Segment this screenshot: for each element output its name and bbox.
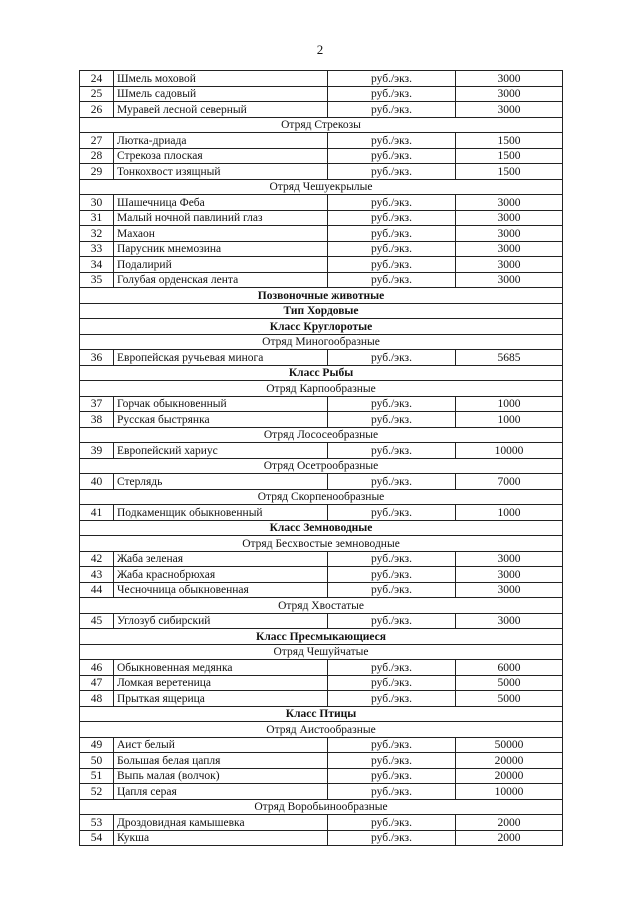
taxon-header: Класс Пресмыкающиеся <box>80 629 563 645</box>
species-name: Европейский хариус <box>114 443 328 459</box>
order-header-row <box>80 489 563 505</box>
table-row <box>80 272 563 288</box>
row-number: 52 <box>80 784 114 800</box>
price-cell: 3000 <box>456 582 563 598</box>
unit-cell: руб./экз. <box>328 551 456 567</box>
taxon-header: Позвоночные животные <box>80 288 563 304</box>
price-cell: 3000 <box>456 551 563 567</box>
species-name: Цапля серая <box>114 784 328 800</box>
species-price-table <box>79 70 563 846</box>
price-cell: 3000 <box>456 272 563 288</box>
order-header: Отряд Скорпенообразные <box>80 489 563 505</box>
row-number: 47 <box>80 675 114 691</box>
price-cell: 10000 <box>456 784 563 800</box>
row-number: 45 <box>80 613 114 629</box>
price-cell: 3000 <box>456 567 563 583</box>
row-number: 28 <box>80 148 114 164</box>
price-cell: 3000 <box>456 102 563 118</box>
table-row <box>80 443 563 459</box>
species-name: Европейская ручьевая минога <box>114 350 328 366</box>
order-header: Отряд Чешуекрылые <box>80 179 563 195</box>
table-row <box>80 195 563 211</box>
table-row <box>80 691 563 707</box>
order-header-row <box>80 644 563 660</box>
price-cell: 1000 <box>456 505 563 521</box>
row-number: 48 <box>80 691 114 707</box>
price-cell: 3000 <box>456 257 563 273</box>
unit-cell: руб./экз. <box>328 567 456 583</box>
price-cell: 3000 <box>456 195 563 211</box>
table-row <box>80 737 563 753</box>
species-name: Тонкохвост изящный <box>114 164 328 180</box>
row-number: 32 <box>80 226 114 242</box>
price-cell: 5000 <box>456 691 563 707</box>
taxon-header: Класс Земноводные <box>80 520 563 536</box>
table-row <box>80 474 563 490</box>
species-name: Стерлядь <box>114 474 328 490</box>
row-number: 33 <box>80 241 114 257</box>
row-number: 29 <box>80 164 114 180</box>
price-cell: 20000 <box>456 768 563 784</box>
order-header: Отряд Хвостатые <box>80 598 563 614</box>
taxon-header: Класс Круглоротые <box>80 319 563 335</box>
order-header-row <box>80 117 563 133</box>
unit-cell: руб./экз. <box>328 71 456 87</box>
table-row <box>80 396 563 412</box>
species-name: Жаба зеленая <box>114 551 328 567</box>
taxon-header-row <box>80 629 563 645</box>
species-name: Дроздовидная камышевка <box>114 815 328 831</box>
price-cell: 2000 <box>456 815 563 831</box>
species-name: Чесночница обыкновенная <box>114 582 328 598</box>
unit-cell: руб./экз. <box>328 660 456 676</box>
order-header: Отряд Осетрообразные <box>80 458 563 474</box>
table-row <box>80 257 563 273</box>
price-cell: 1500 <box>456 164 563 180</box>
row-number: 27 <box>80 133 114 149</box>
table-row <box>80 551 563 567</box>
unit-cell: руб./экз. <box>328 148 456 164</box>
price-cell: 3000 <box>456 71 563 87</box>
price-cell: 2000 <box>456 830 563 846</box>
unit-cell: руб./экз. <box>328 350 456 366</box>
order-header-row <box>80 334 563 350</box>
species-name: Выпь малая (волчок) <box>114 768 328 784</box>
species-name: Подалирий <box>114 257 328 273</box>
species-name: Шмель моховой <box>114 71 328 87</box>
price-cell: 3000 <box>456 210 563 226</box>
table-row <box>80 350 563 366</box>
table-row <box>80 753 563 769</box>
table-row <box>80 582 563 598</box>
unit-cell: руб./экз. <box>328 505 456 521</box>
table-row <box>80 784 563 800</box>
row-number: 41 <box>80 505 114 521</box>
table-row <box>80 226 563 242</box>
row-number: 34 <box>80 257 114 273</box>
taxon-header: Класс Птицы <box>80 706 563 722</box>
price-cell: 7000 <box>456 474 563 490</box>
table-row <box>80 86 563 102</box>
table-row <box>80 567 563 583</box>
species-name: Лютка-дриада <box>114 133 328 149</box>
taxon-header-row <box>80 303 563 319</box>
price-cell: 10000 <box>456 443 563 459</box>
unit-cell: руб./экз. <box>328 691 456 707</box>
table-row <box>80 675 563 691</box>
species-name: Прыткая ящерица <box>114 691 328 707</box>
row-number: 38 <box>80 412 114 428</box>
price-cell: 20000 <box>456 753 563 769</box>
row-number: 54 <box>80 830 114 846</box>
order-header-row <box>80 536 563 552</box>
unit-cell: руб./экз. <box>328 768 456 784</box>
unit-cell: руб./экз. <box>328 582 456 598</box>
order-header-row <box>80 722 563 738</box>
row-number: 26 <box>80 102 114 118</box>
table-row <box>80 133 563 149</box>
unit-cell: руб./экз. <box>328 830 456 846</box>
price-cell: 50000 <box>456 737 563 753</box>
species-name: Углозуб сибирский <box>114 613 328 629</box>
unit-cell: руб./экз. <box>328 784 456 800</box>
species-table-body <box>80 71 563 846</box>
species-name: Обыкновенная медянка <box>114 660 328 676</box>
species-name: Кукша <box>114 830 328 846</box>
order-header-row <box>80 381 563 397</box>
unit-cell: руб./экз. <box>328 210 456 226</box>
species-name: Шашечница Феба <box>114 195 328 211</box>
row-number: 35 <box>80 272 114 288</box>
species-name: Жаба краснобрюхая <box>114 567 328 583</box>
table-row <box>80 613 563 629</box>
species-name: Большая белая цапля <box>114 753 328 769</box>
species-name: Ломкая веретеница <box>114 675 328 691</box>
order-header-row <box>80 179 563 195</box>
order-header-row <box>80 427 563 443</box>
species-name: Махаон <box>114 226 328 242</box>
price-cell: 3000 <box>456 86 563 102</box>
table-row <box>80 830 563 846</box>
unit-cell: руб./экз. <box>328 474 456 490</box>
price-cell: 1000 <box>456 396 563 412</box>
order-header-row <box>80 458 563 474</box>
taxon-header-row <box>80 319 563 335</box>
price-cell: 1500 <box>456 148 563 164</box>
table-row <box>80 148 563 164</box>
order-header: Отряд Миногообразные <box>80 334 563 350</box>
row-number: 44 <box>80 582 114 598</box>
species-name: Голубая орденская лента <box>114 272 328 288</box>
price-cell: 1000 <box>456 412 563 428</box>
row-number: 39 <box>80 443 114 459</box>
unit-cell: руб./экз. <box>328 737 456 753</box>
price-cell: 5685 <box>456 350 563 366</box>
row-number: 40 <box>80 474 114 490</box>
unit-cell: руб./экз. <box>328 443 456 459</box>
order-header: Отряд Карпообразные <box>80 381 563 397</box>
price-cell: 6000 <box>456 660 563 676</box>
row-number: 43 <box>80 567 114 583</box>
price-cell: 3000 <box>456 613 563 629</box>
species-name: Русская быстрянка <box>114 412 328 428</box>
price-cell: 3000 <box>456 241 563 257</box>
unit-cell: руб./экз. <box>328 102 456 118</box>
table-row <box>80 815 563 831</box>
row-number: 53 <box>80 815 114 831</box>
species-name: Шмель садовый <box>114 86 328 102</box>
row-number: 51 <box>80 768 114 784</box>
unit-cell: руб./экз. <box>328 272 456 288</box>
row-number: 46 <box>80 660 114 676</box>
table-row <box>80 71 563 87</box>
unit-cell: руб./экз. <box>328 86 456 102</box>
taxon-header-row <box>80 365 563 381</box>
unit-cell: руб./экз. <box>328 815 456 831</box>
price-cell: 5000 <box>456 675 563 691</box>
table-row <box>80 412 563 428</box>
row-number: 25 <box>80 86 114 102</box>
order-header-row <box>80 799 563 815</box>
order-header: Отряд Воробьинообразные <box>80 799 563 815</box>
unit-cell: руб./экз. <box>328 412 456 428</box>
page-number: 2 <box>316 42 324 57</box>
table-row <box>80 210 563 226</box>
price-cell: 3000 <box>456 226 563 242</box>
table-row <box>80 768 563 784</box>
price-cell: 1500 <box>456 133 563 149</box>
unit-cell: руб./экз. <box>328 753 456 769</box>
species-name: Горчак обыкновенный <box>114 396 328 412</box>
order-header: Отряд Стрекозы <box>80 117 563 133</box>
table-row <box>80 241 563 257</box>
unit-cell: руб./экз. <box>328 241 456 257</box>
row-number: 50 <box>80 753 114 769</box>
unit-cell: руб./экз. <box>328 195 456 211</box>
unit-cell: руб./экз. <box>328 613 456 629</box>
unit-cell: руб./экз. <box>328 257 456 273</box>
unit-cell: руб./экз. <box>328 226 456 242</box>
taxon-header: Класс Рыбы <box>80 365 563 381</box>
taxon-header-row <box>80 520 563 536</box>
unit-cell: руб./экз. <box>328 396 456 412</box>
taxon-header-row <box>80 288 563 304</box>
species-name: Аист белый <box>114 737 328 753</box>
table-row <box>80 660 563 676</box>
row-number: 36 <box>80 350 114 366</box>
row-number: 42 <box>80 551 114 567</box>
order-header: Отряд Аистообразные <box>80 722 563 738</box>
species-name: Парусник мнемозина <box>114 241 328 257</box>
order-header: Отряд Чешуйчатые <box>80 644 563 660</box>
row-number: 37 <box>80 396 114 412</box>
table-row <box>80 505 563 521</box>
unit-cell: руб./экз. <box>328 164 456 180</box>
table-row <box>80 164 563 180</box>
row-number: 31 <box>80 210 114 226</box>
order-header: Отряд Лососеобразные <box>80 427 563 443</box>
taxon-header: Тип Хордовые <box>80 303 563 319</box>
row-number: 24 <box>80 71 114 87</box>
unit-cell: руб./экз. <box>328 675 456 691</box>
species-name: Подкаменщик обыкновенный <box>114 505 328 521</box>
row-number: 49 <box>80 737 114 753</box>
order-header-row <box>80 598 563 614</box>
taxon-header-row <box>80 706 563 722</box>
species-name: Стрекоза плоская <box>114 148 328 164</box>
row-number: 30 <box>80 195 114 211</box>
species-name: Муравей лесной северный <box>114 102 328 118</box>
unit-cell: руб./экз. <box>328 133 456 149</box>
table-row <box>80 102 563 118</box>
species-name: Малый ночной павлиний глаз <box>114 210 328 226</box>
order-header: Отряд Бесхвостые земноводные <box>80 536 563 552</box>
